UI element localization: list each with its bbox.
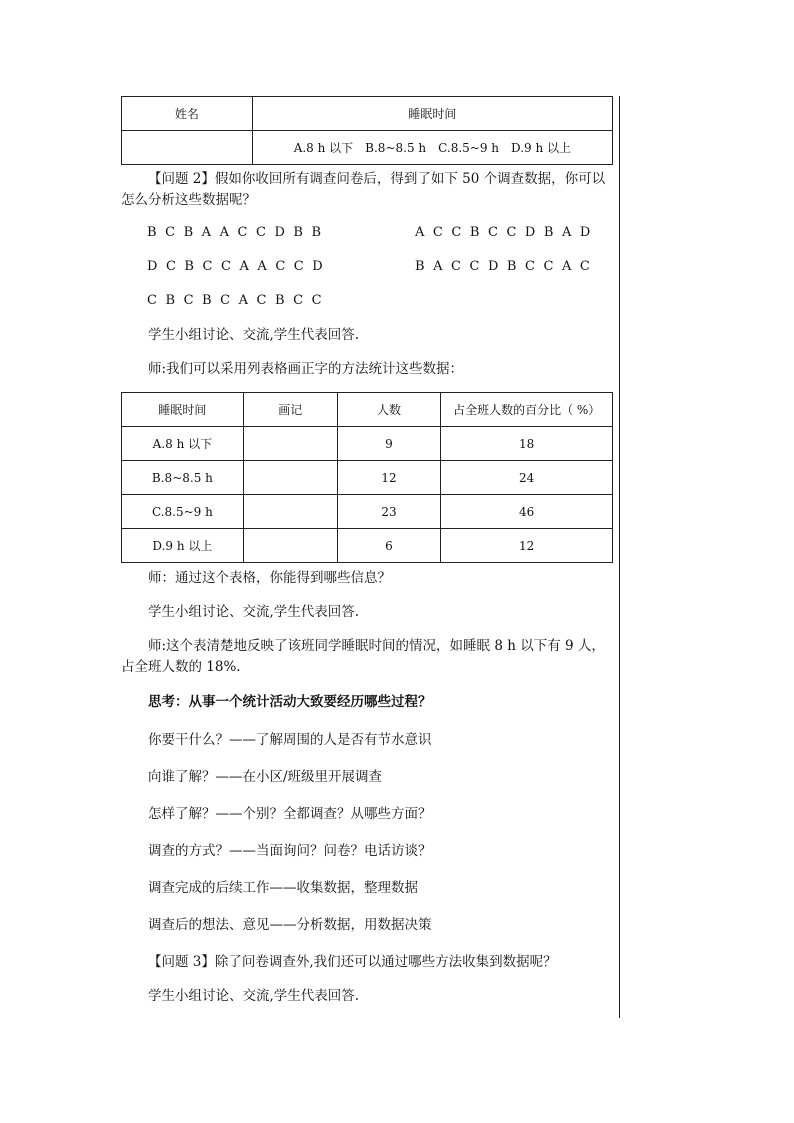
tally-cell: 24 <box>441 461 613 495</box>
data-row-1-left: B C B A A C C D B B <box>147 225 324 240</box>
tally-cell: C.8.5~9 h <box>122 495 244 529</box>
question-2: 【问题 2】假如你收回所有调查问卷后，得到了如下 50 个调查数据，你可以怎么分析这些数据呢？ <box>121 171 606 208</box>
survey-cell-name <box>122 131 253 165</box>
step-item: 调查的方式？——当面询问？问卷？电话访谈？ <box>148 843 432 859</box>
discussion-2: 学生小组讨论、交流,学生代表回答. <box>148 604 360 620</box>
tally-cell: B.8~8.5 h <box>122 461 244 495</box>
data-row-1-right: A C C B C C D B A D <box>415 225 593 240</box>
tally-cell: 12 <box>337 461 441 495</box>
data-row-2-left: D C B C C A A C C D <box>147 259 325 274</box>
tally-cell <box>243 495 337 529</box>
tally-cell: 12 <box>441 529 613 563</box>
survey-header-name: 姓名 <box>122 97 253 131</box>
tally-cell <box>243 529 337 563</box>
data-row-3-left: C B C B C A C B C C <box>147 293 324 308</box>
question-3: 【问题 3】除了问卷调查外,我们还可以通过哪些方法收集到数据呢？ <box>148 954 557 970</box>
tally-cell: 18 <box>441 427 613 461</box>
table-row <box>122 461 613 495</box>
step-item: 调查后的想法、意见——分析数据，用数据决策 <box>148 917 432 933</box>
survey-table <box>121 96 613 165</box>
survey-header-sleep: 睡眠时间 <box>252 97 612 131</box>
step-item: 向谁了解？——在小区/班级里开展调查 <box>148 769 383 785</box>
tally-cell: 6 <box>337 529 441 563</box>
tally-header-time: 睡眠时间 <box>122 393 244 427</box>
tally-header-tally: 画记 <box>243 393 337 427</box>
step-item: 怎样了解？——个别？全都调查？从哪些方面？ <box>148 806 432 822</box>
step-item: 你要干什么？——了解周围的人是否有节水意识 <box>148 732 432 748</box>
table-row <box>122 427 613 461</box>
teacher-line-3: 师:这个表清楚地反映了该班同学睡眠时间的情况，如睡眠 8 h 以下有 9 人，占全班人数的 18%. <box>121 638 605 675</box>
discussion-1: 学生小组讨论、交流,学生代表回答. <box>148 327 360 343</box>
tally-table <box>121 392 613 563</box>
tally-cell <box>243 427 337 461</box>
data-row-2-right: B A C C D B C C A C <box>415 259 593 274</box>
step-item: 调查完成的后续工作——收集数据，整理数据 <box>148 880 418 896</box>
discussion-3: 学生小组讨论、交流,学生代表回答. <box>148 988 360 1004</box>
tally-cell: D.9 h 以上 <box>122 529 244 563</box>
tally-cell: 23 <box>337 495 441 529</box>
table-row <box>122 495 613 529</box>
think-heading: 思考：从事一个统计活动大致要经历哪些过程？ <box>148 694 432 710</box>
tally-cell: A.8 h 以下 <box>122 427 244 461</box>
tally-header-count: 人数 <box>337 393 441 427</box>
survey-cell-options: A.8 h 以下 B.8~8.5 h C.8.5~9 h D.9 h 以上 <box>252 131 612 165</box>
tally-cell: 9 <box>337 427 441 461</box>
teacher-line-1: 师:我们可以采用列表格画正字的方法统计这些数据： <box>148 361 464 377</box>
tally-cell: 46 <box>441 495 613 529</box>
page-right-rule <box>619 96 620 1018</box>
teacher-line-2: 师：通过这个表格，你能得到哪些信息？ <box>148 570 391 586</box>
tally-header-percent: 占全班人数的百分比（ %） <box>441 393 613 427</box>
table-row <box>122 529 613 563</box>
tally-cell <box>243 461 337 495</box>
